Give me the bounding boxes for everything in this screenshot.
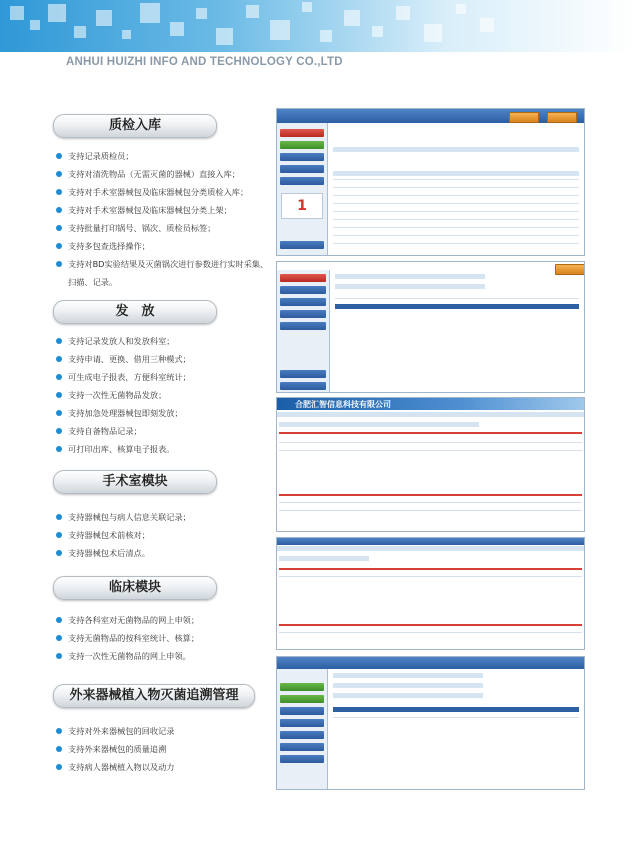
sidebar-item (280, 743, 324, 751)
section-title-external-instruments: 外来器械植入物灭菌追溯管理 (53, 684, 255, 708)
table-row (335, 304, 579, 309)
clinical-feature-list (56, 611, 274, 665)
table-header (333, 707, 579, 712)
sidebar-item (280, 755, 324, 763)
table-row (333, 211, 579, 212)
list-item: 支持申请、更换、借用三种模式； (56, 350, 274, 368)
toolbar (279, 422, 479, 427)
screenshot-operating-room (276, 397, 585, 532)
sidebar-item (280, 274, 326, 282)
list-item: 支持一次性无菌物品的网上申领。 (56, 647, 274, 665)
sidebar-item (280, 719, 324, 727)
table-row (279, 510, 582, 511)
sidebar-item (280, 370, 326, 378)
list-item: 支持对BD实验结果及灭菌锅次进行参数进行实时采集、扫描、记录。 (56, 255, 274, 291)
form-row (335, 284, 485, 289)
list-item: 可生成电子报表，方便科室统计； (56, 368, 274, 386)
app-banner (277, 398, 584, 410)
sidebar-item (280, 382, 326, 390)
toolbar-button (547, 112, 577, 123)
table-row (279, 502, 582, 503)
section-divider (279, 624, 582, 626)
header-band (0, 0, 635, 52)
sidebar-item (280, 310, 326, 318)
list-item: 支持对外来器械包的回收记录 (56, 722, 274, 740)
sidebar (277, 270, 330, 392)
banner-company-name: 合肥汇智信息科技有限公司 (295, 400, 391, 409)
screenshot-external-instruments (276, 656, 585, 790)
screenshot-clinical (276, 537, 585, 650)
sidebar-item (280, 707, 324, 715)
table-row (333, 235, 579, 236)
section-title-operating-room: 手术室模块 (53, 470, 217, 494)
table-header (335, 298, 579, 299)
counter-value: 1 (297, 198, 307, 214)
form-row (335, 274, 485, 279)
sidebar-item (280, 241, 324, 249)
table-row (279, 632, 582, 633)
table-row (333, 187, 579, 188)
list-item: 支持器械包与病人信息关联记录； (56, 508, 274, 526)
list-item: 支持对清洗物品（无需灭菌的器械）直接入库； (56, 165, 274, 183)
toolbar-button (555, 264, 585, 275)
sidebar-item (280, 731, 324, 739)
app-title-bar (277, 657, 584, 669)
sidebar (277, 123, 328, 255)
qc-storage-feature-list (56, 147, 274, 291)
sidebar-item (280, 683, 324, 691)
table-row (333, 227, 579, 228)
sidebar-item (280, 298, 326, 306)
table-row (333, 717, 579, 718)
list-item: 支持器械包术后清点。 (56, 544, 274, 562)
list-item: 支持对手术室器械包及临床器械包分类上架； (56, 201, 274, 219)
section-divider (279, 568, 582, 570)
sidebar-item (280, 153, 324, 161)
table-row (279, 576, 582, 577)
sidebar-item (280, 177, 324, 185)
list-item: 支持自备物品记录； (56, 422, 274, 440)
distribution-feature-list (56, 332, 274, 458)
list-item: 支持外来器械包的质量追溯 (56, 740, 274, 758)
sidebar-item (280, 141, 324, 149)
section-title-qc-storage: 质检入库 (53, 114, 217, 138)
sidebar-item (280, 165, 324, 173)
list-item: 支持病人器械植入物以及动力 (56, 758, 274, 776)
table-row (333, 203, 579, 204)
section-title-distribution: 发 放 (53, 300, 217, 324)
table-row (333, 219, 579, 220)
table-row (333, 243, 579, 244)
list-item: 支持记录质检员； (56, 147, 274, 165)
table-row (333, 179, 579, 180)
section-divider (279, 432, 582, 434)
list-item: 支持加急处理器械包即刻发放； (56, 404, 274, 422)
company-name: ANHUI HUIZHI INFO AND TECHNOLOGY CO.,LTD (66, 56, 343, 68)
table-row (333, 195, 579, 196)
menu-bar (277, 412, 584, 417)
list-item: 支持对手术室器械包及临床器械包分类质检入库； (56, 183, 274, 201)
list-item: 支持一次性无菌物品发放； (56, 386, 274, 404)
sidebar-item (280, 695, 324, 703)
screenshot-qc-storage (276, 108, 585, 256)
app-title-bar (277, 538, 584, 545)
table-header (333, 171, 579, 176)
toolbar (279, 556, 369, 561)
screenshot-distribution (276, 261, 585, 393)
list-item: 可打印出库、核算电子报表。 (56, 440, 274, 458)
section-title-clinical: 临床模块 (53, 576, 217, 600)
form-row (333, 683, 483, 688)
table-row (279, 442, 582, 443)
sidebar-item (280, 129, 324, 137)
list-item: 支持记录发放人和发放科室； (56, 332, 274, 350)
list-item: 支持器械包术前核对； (56, 526, 274, 544)
toolbar-button (509, 112, 539, 123)
list-item: 支持批量打印锅号、锅次、质检员标签； (56, 219, 274, 237)
form-row (333, 673, 483, 678)
form-row (333, 693, 483, 698)
list-item: 支持无菌物品的按科室统计、核算； (56, 629, 274, 647)
external-instruments-feature-list (56, 722, 274, 776)
sidebar-item (280, 322, 326, 330)
section-divider (279, 494, 582, 496)
list-item: 支持多包查选择操作； (56, 237, 274, 255)
filter-row (333, 147, 579, 152)
menu-bar (277, 546, 584, 551)
sidebar (277, 669, 328, 789)
counter-box (281, 193, 323, 219)
table-row (279, 450, 582, 451)
operating-room-feature-list (56, 508, 274, 562)
sidebar-item (280, 286, 326, 294)
list-item: 支持各科室对无菌物品的网上申领； (56, 611, 274, 629)
